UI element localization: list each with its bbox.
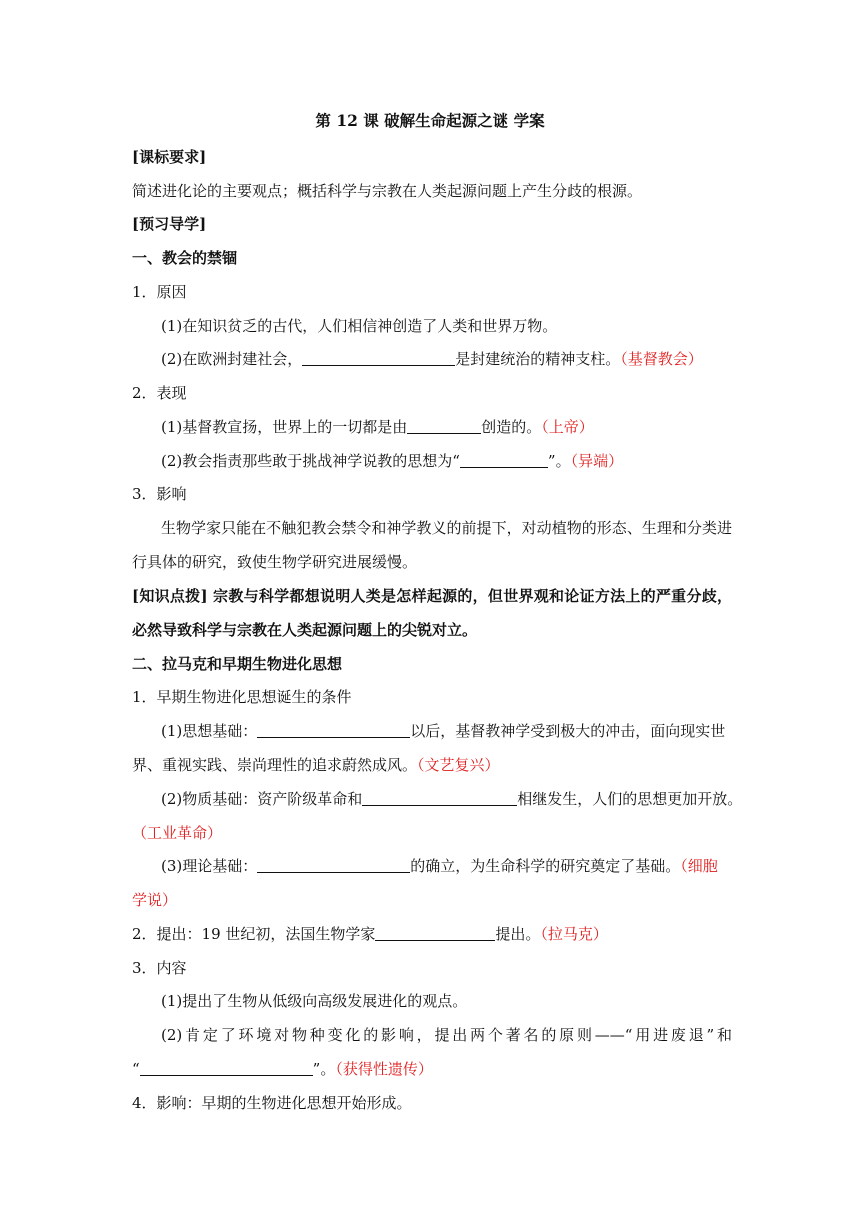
part1-heading: 一、教会的禁锢 (132, 249, 238, 267)
text: 是封建统治的精神支柱。 (455, 350, 621, 368)
p2-item1-1 (161, 721, 732, 741)
text: 相继发生，人们的思想更加开放。 (517, 790, 743, 808)
part2-heading: 二、拉马克和早期生物进化思想 (132, 655, 343, 673)
p1-item3-line1: 生物学家只能在不触犯教会禁令和神学教义的前提下，对动植物的形态、生理和分类进 (161, 519, 732, 537)
p1-item2-title: 2．表现 (132, 384, 187, 402)
page-title: 第 12 课 破解生命起源之谜 学案 (315, 111, 545, 130)
fill-blank[interactable] (375, 925, 495, 941)
p1-item1-1: (1)在知识贫乏的古代，人们相信神创造了人类和世界万物。 (161, 317, 558, 335)
fill-blank[interactable] (460, 452, 548, 468)
answer: （上帝） (541, 418, 594, 436)
answer: （异端） (570, 452, 624, 470)
text: (1)思想基础： (161, 722, 258, 740)
text: 提出。 (495, 925, 541, 943)
text: (1)基督教宣扬，世界上的一切都是由 (161, 418, 408, 436)
answer: （文艺复兴） (417, 756, 500, 774)
text: 以后，基督教神学受到极大的冲击，面向现实世 (410, 722, 726, 740)
p2-item1-2-answer: （工业革命） (132, 824, 223, 842)
section-yuxi-heading: [预习导学] (132, 215, 207, 233)
text: ”。 (312, 1060, 336, 1078)
text: 界、重视实践、崇尚理性的追求蔚然成风。 (132, 756, 418, 774)
p1-item3-title: 3．影响 (132, 485, 187, 503)
p2-item4: 4．影响：早期的生物进化思想开始形成。 (132, 1094, 412, 1112)
answer: （获得性遗传） (335, 1060, 433, 1078)
knowledge-tip-line1: [知识点拨] 宗教与科学都想说明人类是怎样起源的，但世界观和论证方法上的严重分歧， (132, 587, 732, 605)
p1-item2-1 (161, 417, 732, 437)
answer: （拉马克） (540, 925, 608, 943)
text: 2．提出：19 世纪初，法国生物学家 (132, 925, 376, 943)
answer: （细胞 (680, 857, 718, 875)
p2-item1-3 (161, 856, 732, 876)
text: ”。 (547, 452, 571, 470)
text: 创造的。 (481, 418, 542, 436)
fill-blank[interactable] (140, 1060, 313, 1076)
p1-item2-2 (161, 451, 732, 471)
text: (3)理论基础： (161, 857, 258, 875)
knowledge-tip-line2: 必然导致科学与宗教在人类起源问题上的尖锐对立。 (132, 621, 478, 639)
text: (2)教会指责那些敢于挑战神学说教的思想为“ (161, 452, 460, 470)
p2-item1-3-answer-cont: 学说） (132, 891, 178, 909)
p2-item3-1: (1)提出了生物从低级向高级发展进化的观点。 (161, 992, 468, 1010)
answer: （基督教会） (620, 350, 703, 368)
p2-item3-title: 3．内容 (132, 959, 187, 977)
text: 的确立，为生命科学的研究奠定了基础。 (410, 857, 681, 875)
section-kebiao-heading: [课标要求] (132, 148, 207, 166)
fill-blank[interactable] (257, 857, 410, 873)
p1-item1-2 (161, 349, 732, 369)
fill-blank[interactable] (362, 790, 517, 806)
p1-item1-title: 1．原因 (132, 283, 187, 301)
fill-blank[interactable] (407, 418, 481, 434)
fill-blank[interactable] (302, 350, 455, 366)
kebiao-text: 简述进化论的主要观点；概括科学与宗教在人类起源问题上产生分歧的根源。 (132, 182, 643, 200)
fill-blank[interactable] (257, 722, 410, 738)
p2-item3-2: (2)肯定了环境对物种变化的影响，提出两个著名的原则——“用进废退”和 (161, 1026, 732, 1044)
p2-item1-2 (161, 789, 743, 809)
text: “ (132, 1060, 140, 1078)
p2-item1-title: 1．早期生物进化思想诞生的条件 (132, 688, 352, 706)
p2-item3-2-cont (132, 1059, 732, 1079)
text: (2)物质基础：资产阶级革命和 (161, 790, 363, 808)
p2-item1-1-cont (132, 755, 732, 775)
p1-item3-line2: 行具体的研究，致使生物学研究进展缓慢。 (132, 553, 418, 571)
p2-item2 (132, 924, 732, 944)
text: (2)在欧洲封建社会， (161, 350, 303, 368)
